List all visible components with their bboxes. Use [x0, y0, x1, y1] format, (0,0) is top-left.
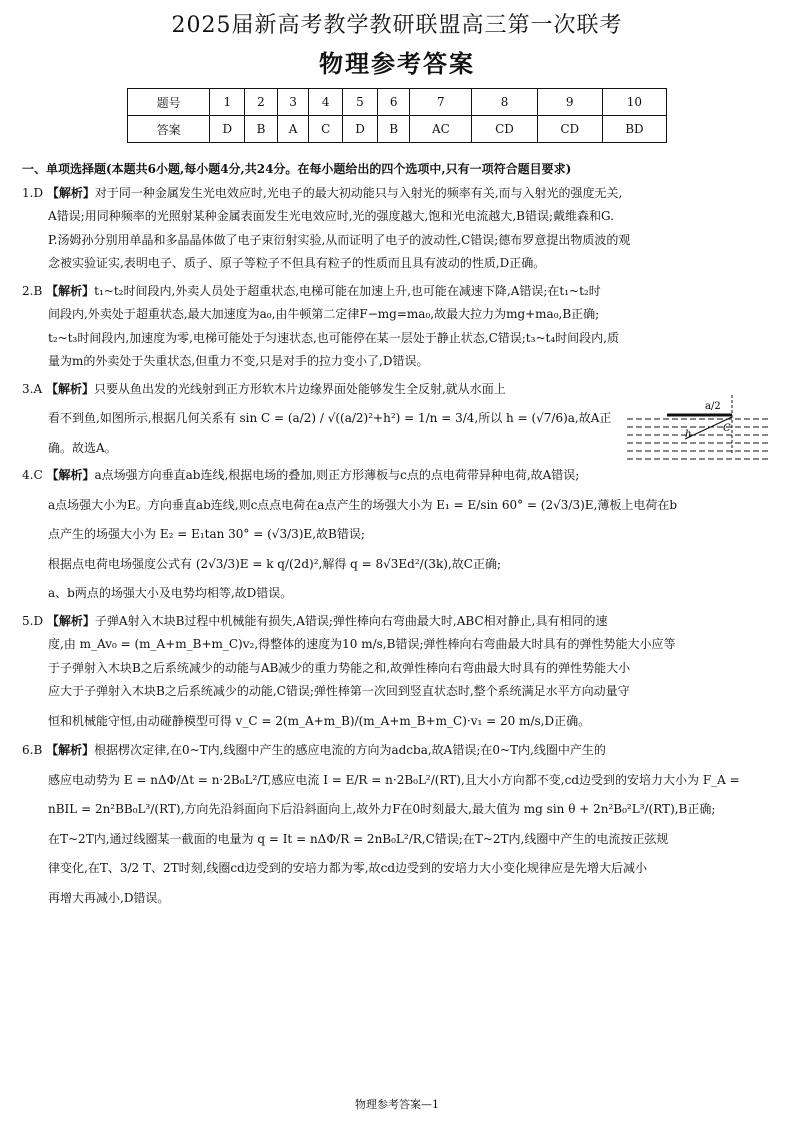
question-6	[22, 739, 772, 910]
question-1	[22, 182, 772, 276]
line-text: 根据楞次定律,在0~T内,线圈中产生的感应电流的方向为adcba,故A错误;在0~T内,线圈中产生的	[94, 743, 606, 757]
water-dashes	[627, 419, 769, 459]
question-number-cell: 7	[410, 89, 472, 116]
question-line: 律变化,在T、3/2 T、2T时刻,线圈cd边受到的安培力都为零,故cd边受到的安培力大小变化规律应是先增大后减小	[48, 861, 648, 875]
question-number: 6.B	[22, 743, 43, 757]
question-line	[22, 464, 772, 488]
page-subtitle: 物理参考答案	[319, 49, 475, 78]
question-line: 度,由 m_Av₀ = (m_A+m_B+m_C)v₂,得整体的速度为10 m/s,B错误;弹性棒向右弯曲最大时具有的弹性势能大小应等	[48, 637, 676, 651]
question-line: 念被实验证实,表明电子、质子、原子等粒子不但具有粒子的性质而且具有波动的性质,D正确。	[48, 256, 546, 270]
line-text: t₁~t₂时间段内,外卖人员处于超重状态,电梯可能在加速上升,也可能在减速下降,A错误;在t₁~t₂时	[94, 283, 601, 298]
answer-cell: CD	[537, 116, 602, 143]
question-line: 再增大再减小,D错误。	[48, 890, 170, 905]
question-number-cell: 9	[537, 89, 602, 116]
question-line: 点产生的场强大小为 E₂ = E₁tan 30° = (√3/3)E,故B错误;	[48, 527, 365, 541]
answer-cell: AC	[410, 116, 472, 143]
answer-cell: CD	[472, 116, 537, 143]
question-line	[22, 739, 772, 763]
question-number-cell: 5	[343, 89, 378, 116]
line-text: a点场强方向垂直ab连线,根据电场的叠加,则正方形薄板与c点的点电荷带异种电荷,故A错误;	[94, 468, 580, 482]
question-line: 应大于子弹射入木块B之后系统减少的动能,C错误;弹性棒第一次回到竖直状态时,整个系统满足水平方向动量守	[48, 684, 630, 698]
answer-cell: B	[377, 116, 409, 143]
row-label: 题号	[128, 89, 210, 116]
question-number-cell: 4	[309, 89, 343, 116]
question-line	[22, 610, 772, 634]
question-number-cell: 2	[245, 89, 277, 116]
diagram-label-h: h	[685, 429, 692, 440]
question-line: 于子弹射入木块B之后系统减少的动能与AB减少的重力势能之和,故弹性棒向右弯曲最大时具有的弹性势能大小	[48, 660, 631, 675]
question-line: 根据点电荷电场强度公式有 (2√3/3)E = k q/(2d)²,解得 q = 8√3Ed²/(3k),故C正确;	[48, 556, 502, 571]
question-line: 量为m的外卖处于失重状态,但重力不变,只是对手的拉力变小了,D错误。	[48, 354, 429, 368]
question-line: 在T~2T内,通过线圈某一截面的电量为 q = It = nΔΦ/R = 2nB₀L²/R,C错误;在T~2T内,线圈中产生的电流按正弦规	[48, 831, 669, 846]
total-reflection-diagram	[627, 395, 769, 467]
row-label: 答案	[128, 116, 210, 143]
question-line: 看不到鱼,如图所示,根据几何关系有 sin C = (a/2) / √((a/2)²+h²) = 1/n = 3/4,所以 h = (√7/6)a,故A正	[48, 411, 612, 425]
question-number: 1.D	[22, 185, 44, 200]
answer-cell: BD	[602, 116, 666, 143]
question-line: 恒和机械能守恒,由动碰静模型可得 v_C = 2(m_A+m_B)/(m_A+m_B+m_C)·v₁ = 20 m/s,D正确。	[48, 713, 591, 728]
section-heading: 一、单项选择题(本题共6小题,每小题4分,共24分。在每小题给出的四个选项中,只有一项符合题目要求)	[22, 162, 572, 176]
diagram-label-c: C	[723, 423, 731, 434]
question-line: A错误;用同种频率的光照射某种金属表面发生光电效应时,光的强度越大,饱和光电流越大,B错误;戴维森和G.	[48, 209, 614, 223]
question-line: a、b两点的场强大小及电势均相等,故D错误。	[48, 586, 293, 600]
question-5	[22, 610, 772, 734]
question-number: 4.C	[22, 468, 43, 482]
question-number-cell: 6	[377, 89, 409, 116]
answer-cell: C	[309, 116, 343, 143]
question-number-cell: 3	[277, 89, 309, 116]
question-number-cell: 1	[210, 89, 245, 116]
analysis-tag: 【解析】	[45, 381, 94, 396]
question-number-cell: 10	[602, 89, 666, 116]
answer-table-row-numbers	[128, 89, 667, 116]
question-number: 5.D	[22, 613, 44, 628]
question-line	[22, 378, 622, 402]
answer-cell: B	[245, 116, 277, 143]
question-number: 2.B	[22, 283, 43, 298]
answer-table	[127, 88, 667, 143]
solutions-body	[22, 158, 772, 914]
answer-table-row-answers	[128, 116, 667, 143]
answer-cell: D	[210, 116, 245, 143]
question-2	[22, 280, 772, 374]
analysis-tag: 【解析】	[46, 613, 95, 628]
question-line: 间段内,外卖处于超重状态,最大加速度为a₀,由牛顿第二定律F−mg=ma₀,故最大拉力为mg+ma₀,B正确;	[48, 307, 600, 321]
analysis-tag: 【解析】	[46, 283, 95, 298]
analysis-tag: 【解析】	[46, 468, 95, 482]
diagram-label-a-half: a/2	[705, 401, 721, 412]
question-line: 感应电动势为 E = nΔΦ/Δt = n·2B₀L²/T,感应电流 I = E/R = n·2B₀L²/(RT),且大小方向都不变,cd边受到的安培力大小为 F_A =	[48, 772, 740, 787]
question-line: nBIL = 2n²BB₀L³/(RT),方向先沿斜面向下后沿斜面向上,故外力F在0时刻最大,最大值为 mg sin θ + 2n²B₀²L³/(RT),B正确;	[48, 802, 716, 816]
line-text: 子弹A射入木块B过程中机械能有损失,A错误;弹性棒向右弯曲最大时,ABC相对静止,具有相同的速	[94, 613, 608, 628]
question-line	[22, 280, 772, 304]
answer-cell: A	[277, 116, 309, 143]
question-line	[22, 182, 772, 206]
question-4	[22, 464, 772, 606]
question-line: 确。故选A。	[48, 440, 117, 455]
line-text: 只要从鱼出发的光线射到正方形软木片边缘界面处能够发生全反射,就从水面上	[93, 381, 506, 396]
page-title: 2025届新高考教学教研联盟高三第一次联考	[171, 13, 623, 38]
analysis-tag: 【解析】	[46, 743, 95, 757]
question-number-cell: 8	[472, 89, 537, 116]
question-line: a点场强大小为E。方向垂直ab连线,则c点点电荷在a点产生的场强大小为 E₁ = E/sin 60° = (2√3/3)E,薄板上电荷在b	[48, 497, 678, 512]
answer-cell: D	[343, 116, 378, 143]
question-line: t₂~t₃时间段内,加速度为零,电梯可能处于匀速状态,也可能停在某一层处于静止状态,C错误;t₃~t₄时间段内,质	[48, 330, 619, 345]
question-3	[22, 378, 622, 461]
analysis-tag: 【解析】	[46, 185, 95, 200]
page-footer: 物理参考答案—1	[355, 1098, 439, 1111]
question-line: P.汤姆孙分别用单晶和多晶晶体做了电子束衍射实验,从而证明了电子的波动性,C错误;德布罗意提出物质波的观	[48, 232, 631, 247]
line-text: 对于同一种金属发生光电效应时,光电子的最大初动能只与入射光的频率有关,而与入射光的强度无关,	[94, 185, 623, 200]
question-number: 3.A	[22, 381, 43, 396]
